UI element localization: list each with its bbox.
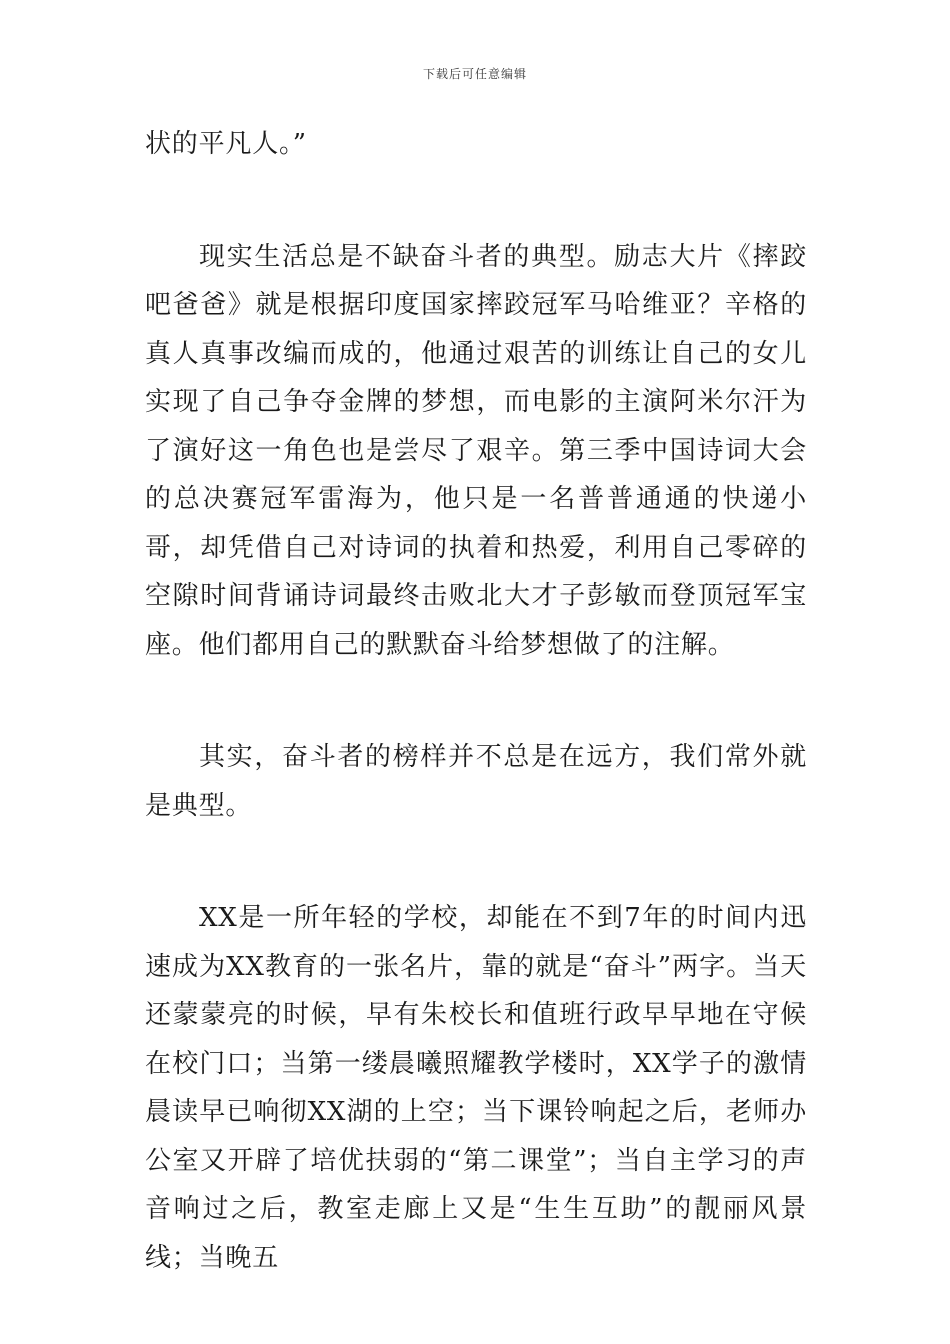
paragraph-3: 其实，奋斗者的榜样并不总是在远方，我们常外就是典型。 [145, 742, 807, 821]
paragraph-1: 状的平凡人。” [145, 129, 307, 159]
paragraph-4: XX是一所年轻的学校，却能在不到7年的时间内迅速成为XX教育的一张名片，靠的就是“奋斗”两字。当天还蒙蒙亮的时候，早有朱校长和值班行政早早地在守候在校门口；当第一缕晨曦照耀教学楼时，XX学子的激情晨读早已响彻XX湖的上空；当下课铃响起之后，老师办公室又开辟了培优扶弱的“第二课堂”；当自主学习的声音响过之后，教室走廊上又是“生生互助”的靓丽风景线；当晚五 [145, 903, 807, 1273]
document-body [145, 120, 807, 1282]
paragraph-spacer [145, 830, 807, 894]
paragraph-2: 现实生活总是不缺奋斗者的典型。励志大片《摔跤吧爸爸》就是根据印度国家摔跤冠军马哈维亚？辛格的真人真事改编而成的，他通过艰苦的训练让自己的女儿实现了自己争夺金牌的梦想，而电影的主演阿米尔汗为了演好这一角色也是尝尽了艰辛。第三季中国诗词大会的总决赛冠军雷海为，他只是一名普普通通的快递小哥，却凭借自己对诗词的执着和热爱，利用自己零碎的空隙时间背诵诗词最终击败北大才子彭敏而登顶冠军宝座。他们都用自己的默默奋斗给梦想做了的注解。 [145, 241, 807, 660]
page-header: 下载后可任意编辑 [422, 67, 527, 81]
paragraph-spacer [145, 669, 807, 733]
paragraph-spacer [145, 169, 807, 233]
